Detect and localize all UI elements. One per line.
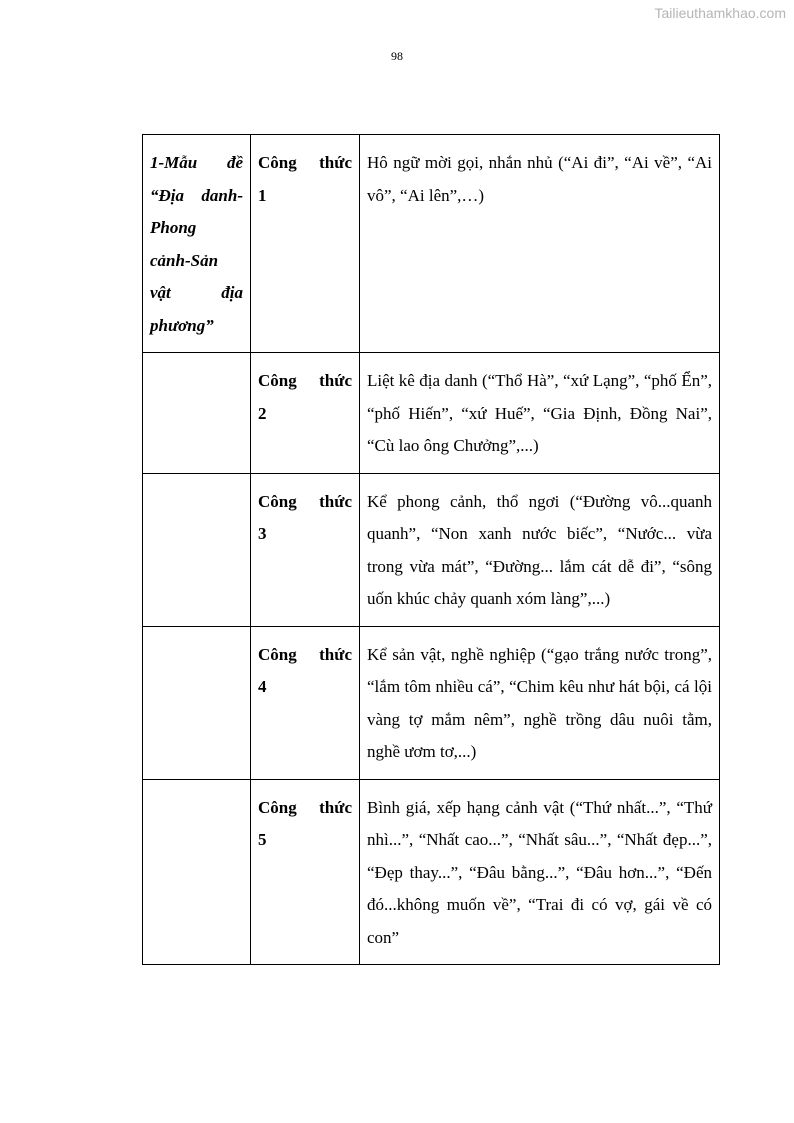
topic-line: vật địa — [150, 283, 243, 302]
formula-description: Liệt kê địa danh (“Thổ Hà”, “xứ Lạng”, “phố Ển”, “phố Hiến”, “xứ Huế”, “Gia Định, Đồng Nai”, “Cù lao ông Chưởng”,...) — [360, 353, 720, 474]
formula-number: 2 — [258, 403, 267, 423]
table-row — [143, 626, 720, 779]
table-row — [143, 473, 720, 626]
topic-line: Phong — [150, 218, 197, 237]
topic-line: “Địa danh- — [150, 185, 243, 205]
formula-word: Công — [258, 644, 297, 664]
empty-cell — [143, 353, 251, 474]
topic-line: cảnh-Sản — [150, 250, 219, 270]
formula-number: 5 — [258, 830, 267, 849]
formula-word: thức — [319, 153, 352, 172]
formula-number: 1 — [258, 185, 267, 205]
formula-word: Công — [258, 371, 297, 390]
empty-cell — [143, 473, 251, 626]
formula-word: thức — [319, 797, 352, 817]
formula-description: Hô ngữ mời gọi, nhắn nhủ (“Ai đi”, “Ai về”, “Ai vô”, “Ai lên”,…) — [360, 135, 720, 353]
formula-name-cell — [251, 626, 360, 779]
table-row — [143, 779, 720, 965]
topic-cell — [143, 135, 251, 353]
formula-name-cell — [251, 779, 360, 965]
formula-description: Kể sản vật, nghề nghiệp (“gạo trắng nước trong”, “lắm tôm nhiều cá”, “Chim kêu như hát bội, cá lội vàng tợ mắm nêm”, nghề trồng dâu nuôi tằm, nghề ươm tơ,...) — [360, 626, 720, 779]
page-number: 98 — [391, 49, 403, 63]
formula-name-cell — [251, 135, 360, 353]
formula-description: Kể phong cảnh, thổ ngơi (“Đường vô...quanh quanh”, “Non xanh nước biếc”, “Nước... vừa trong vừa mát”, “Đường... lắm cát dễ đi”, “sông uốn khúc chảy quanh xóm làng”,...) — [360, 473, 720, 626]
formula-name-cell — [251, 473, 360, 626]
formula-number: 3 — [258, 524, 267, 543]
empty-cell — [143, 779, 251, 965]
formula-word: Công — [258, 797, 297, 817]
formula-word: thức — [319, 644, 352, 664]
topic-line: 1-Mẫu đề — [150, 153, 243, 172]
formula-word: Công — [258, 153, 297, 172]
table-row — [143, 135, 720, 353]
formula-description: Bình giá, xếp hạng cảnh vật (“Thứ nhất...”, “Thứ nhì...”, “Nhất cao...”, “Nhất sâu...”, “Nhất đẹp...”, “Đẹp thay...”, “Đâu bằng...”, “Đâu hơn...”, “Đến đó...không muốn về”, “Trai đi có vợ, gái về có con” — [360, 779, 720, 965]
formula-word: Công — [258, 491, 297, 511]
formula-number: 4 — [258, 677, 267, 696]
empty-cell — [143, 626, 251, 779]
formula-word: thức — [319, 371, 352, 390]
table-row — [143, 353, 720, 474]
formula-word: thức — [319, 491, 352, 511]
formula-table — [142, 134, 720, 965]
watermark: Tailieuthamkhao.com — [654, 5, 786, 21]
topic-line: phương” — [150, 315, 214, 335]
formula-name-cell — [251, 353, 360, 474]
